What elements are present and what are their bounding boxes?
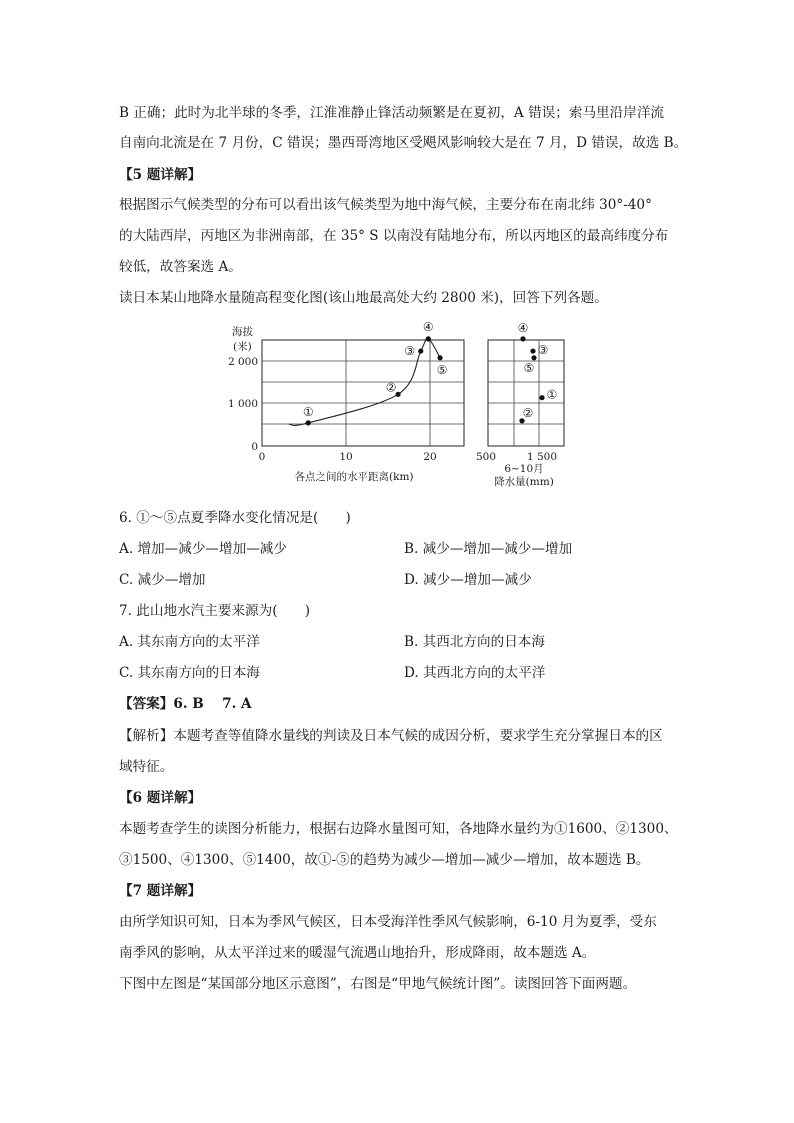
paragraph-line: 较低，故答案选 A。: [119, 259, 242, 275]
section-heading-5: 【5 题详解】: [119, 167, 202, 183]
paragraph-line: B 正确；此时为北半球的冬季，江淮准静止锋活动频繁是在夏初，A 错误；索马里沿岸洋流: [119, 105, 665, 121]
detail-line: 南季风的影响，从太平洋过来的暖湿气流遇山地抬升，形成降雨，故本题选 A。: [119, 945, 596, 961]
right-chart-points: [518, 322, 558, 423]
analysis-line: 域特征。: [119, 759, 174, 775]
elevation-point: [426, 336, 431, 341]
precipitation-chart: [476, 322, 564, 488]
precipitation-altitude-figure: [228, 322, 573, 497]
y-tick-label: 0: [251, 441, 258, 453]
x-tick-label: 20: [423, 451, 437, 463]
x-tick-label: 500: [475, 451, 497, 463]
y-tick-label: 1 000: [228, 398, 258, 410]
left-chart-frame: [262, 340, 464, 446]
x-tick-label: 1 500: [526, 451, 558, 463]
x-axis-label: 各点之间的水平距离(km): [294, 471, 414, 483]
q6-option-c[interactable]: C. 减少—增加: [119, 572, 206, 588]
point-label: ③: [537, 343, 549, 358]
detail-line: ③1500、④1300、⑤1400，故①-⑤的趋势为减少—增加—减少—增加，故本题选 B。: [119, 852, 650, 868]
q7-option-b[interactable]: B. 其西北方向的日本海: [404, 634, 545, 650]
point-label: ③: [404, 344, 416, 359]
x-tick-label: 10: [339, 451, 353, 463]
point-label: ⑤: [436, 362, 448, 377]
precipitation-point: [539, 395, 544, 400]
paragraph-line: 自南向北流是在 7 月份，C 错误；墨西哥湾地区受飓风影响较大是在 7 月，D 错误，故选 B。: [119, 135, 688, 151]
q7-option-a[interactable]: A. 其东南方向的太平洋: [119, 634, 260, 650]
q7-option-c[interactable]: C. 其东南方向的日本海: [119, 665, 260, 681]
y-tick-label: 2 000: [228, 356, 258, 368]
analysis-line: 【解析】本题考查等值降水量线的判读及日本气候的成因分析，要求学生充分掌握日本的区: [119, 728, 663, 744]
precipitation-point: [531, 355, 536, 360]
section-heading-6: 【6 题详解】: [119, 790, 202, 806]
paragraph-line: 根据图示气候类型的分布可以看出该气候类型为地中海气候，主要分布在南北纬 30°-40°: [119, 197, 652, 213]
detail-line: 本题考查学生的读图分析能力，根据右边降水量图可知，各地降水量约为①1600、②1300、: [119, 821, 678, 837]
answer-line: 【答案】6. B 7. A: [119, 696, 252, 712]
left-chart-points: [303, 322, 448, 426]
altitude-chart: [228, 322, 464, 483]
elevation-point: [437, 355, 442, 360]
point-label: ⑤: [523, 360, 535, 375]
y-axis-label-line2: (米): [233, 341, 252, 353]
x-axis-label-line1: 6~10月: [504, 463, 544, 475]
x-tick-label: 0: [258, 451, 266, 463]
point-label: ②: [522, 405, 534, 420]
paragraph-line: 的大陆西岸，丙地区为非洲南部，在 35° S 以南没有陆地分布，所以丙地区的最高纬度分布: [119, 228, 669, 244]
point-label: ④: [422, 322, 434, 334]
point-label: ①: [546, 387, 558, 402]
q6-option-d[interactable]: D. 减少—增加—减少: [404, 572, 532, 588]
point-label: ②: [385, 380, 397, 395]
precipitation-point: [520, 336, 525, 341]
detail-line: 由所学知识可知，日本为季风气候区，日本受海洋性季风气候影响，6-10 月为夏季，受东: [119, 914, 657, 930]
question-7: 7. 此山地水汽主要来源为( ): [119, 603, 311, 619]
section-heading-7: 【7 题详解】: [119, 883, 202, 899]
y-axis-label-line1: 海拔: [232, 326, 253, 338]
question-intro: 读日本某山地降水量随高程变化图(该山地最高处大约 2800 米)，回答下列各题。: [119, 290, 608, 306]
next-question-intro: 下图中左图是“某国部分地区示意图”，右图是“甲地气候统计图”。读图回答下面两题。: [119, 976, 637, 992]
elevation-point: [418, 348, 423, 353]
point-label: ④: [517, 322, 529, 335]
q6-option-a[interactable]: A. 增加—减少—增加—减少: [119, 541, 287, 557]
question-6: 6. ①～⑤点夏季降水变化情况是( ): [119, 510, 351, 526]
figure-svg: [228, 322, 573, 497]
elevation-point: [306, 420, 311, 425]
x-axis-label-line2: 降水量(mm): [494, 476, 554, 488]
q7-option-d[interactable]: D. 其西北方向的太平洋: [404, 665, 546, 681]
q6-option-b[interactable]: B. 减少—增加—减少—增加: [404, 541, 573, 557]
precipitation-point: [530, 348, 535, 353]
point-label: ①: [302, 404, 314, 419]
